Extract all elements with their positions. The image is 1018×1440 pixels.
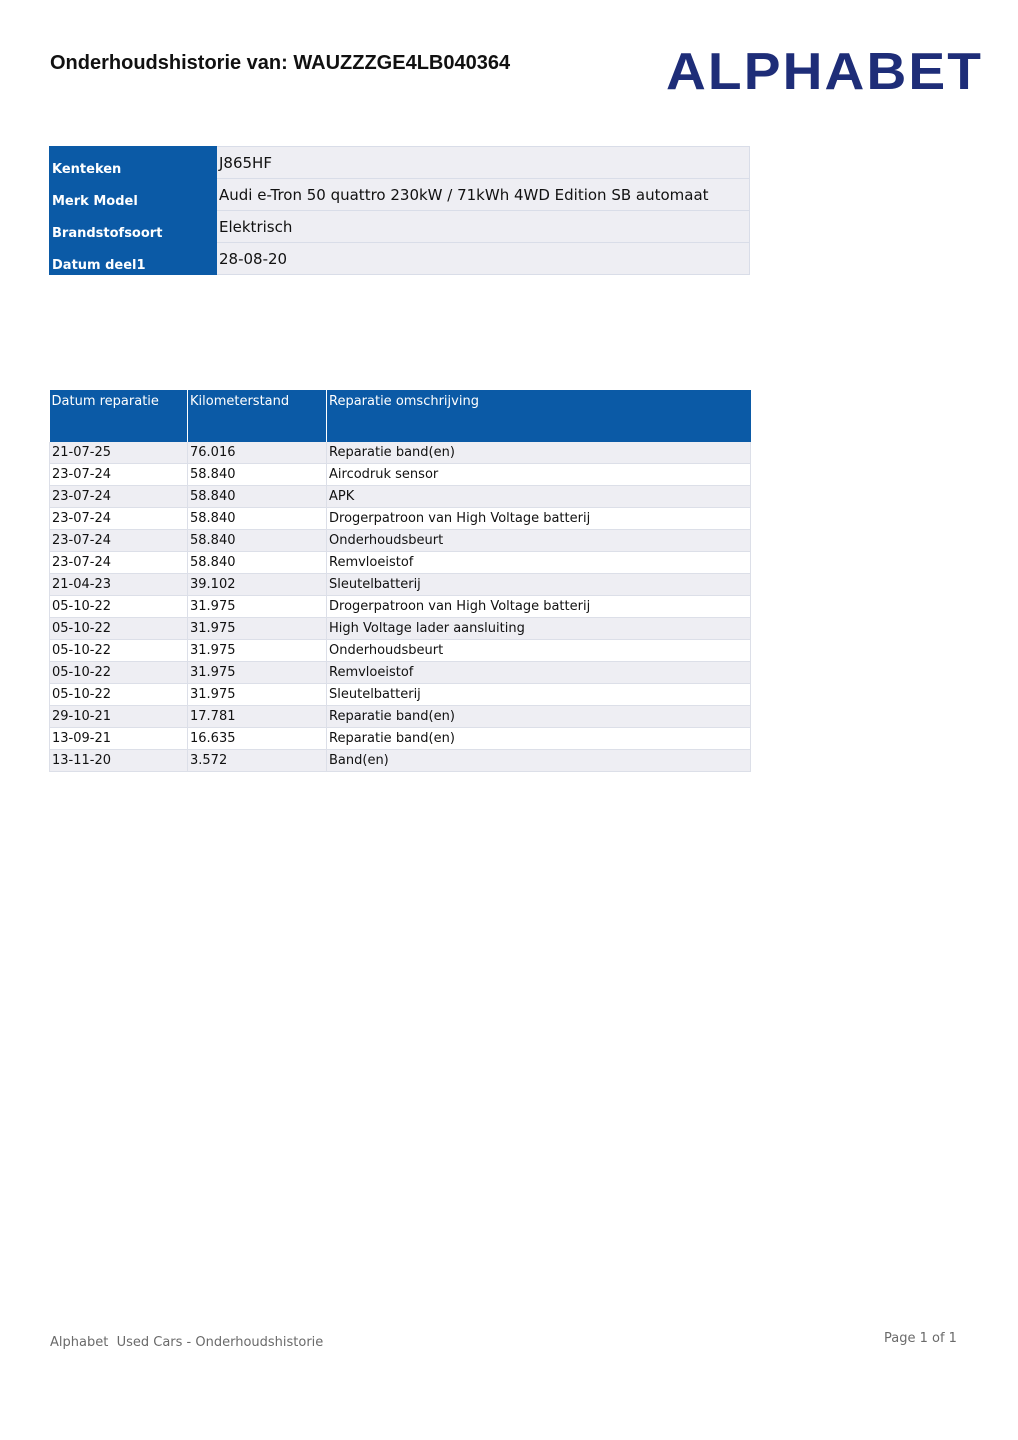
repair-description-cell: Reparatie band(en) bbox=[327, 442, 751, 464]
repair-history-header-row bbox=[50, 390, 751, 442]
table-row bbox=[50, 442, 751, 464]
repair-description-cell: APK bbox=[327, 486, 751, 508]
repair-description-cell: Reparatie band(en) bbox=[327, 728, 751, 750]
mileage-cell: 76.016 bbox=[188, 442, 327, 464]
table-row bbox=[50, 706, 751, 728]
table-row bbox=[50, 530, 751, 552]
table-row bbox=[50, 574, 751, 596]
column-header-description: Reparatie omschrijving bbox=[327, 390, 751, 442]
table-row bbox=[50, 508, 751, 530]
vehicle-info-label: Brandstofsoort bbox=[50, 211, 217, 243]
repair-history-table bbox=[49, 390, 751, 772]
vehicle-info-value: Audi e-Tron 50 quattro 230kW / 71kWh 4WD Edition SB automaat bbox=[217, 179, 750, 211]
repair-description-cell: Drogerpatroon van High Voltage batterij bbox=[327, 596, 751, 618]
mileage-cell: 17.781 bbox=[188, 706, 327, 728]
repair-date-cell: 23-07-24 bbox=[50, 508, 188, 530]
mileage-cell: 58.840 bbox=[188, 552, 327, 574]
page-title: Onderhoudshistorie van: WAUZZZGE4LB040364 bbox=[50, 52, 511, 74]
repair-date-cell: 05-10-22 bbox=[50, 618, 188, 640]
vehicle-info-row bbox=[50, 147, 750, 179]
vehicle-info-table bbox=[49, 146, 750, 275]
table-row bbox=[50, 464, 751, 486]
vehicle-info-value: 28-08-20 bbox=[217, 243, 750, 275]
mileage-cell: 31.975 bbox=[188, 662, 327, 684]
repair-description-cell: Onderhoudsbeurt bbox=[327, 530, 751, 552]
repair-description-cell: Reparatie band(en) bbox=[327, 706, 751, 728]
repair-date-cell: 23-07-24 bbox=[50, 552, 188, 574]
mileage-cell: 16.635 bbox=[188, 728, 327, 750]
repair-date-cell: 05-10-22 bbox=[50, 596, 188, 618]
repair-description-cell: Remvloeistof bbox=[327, 662, 751, 684]
repair-date-cell: 05-10-22 bbox=[50, 640, 188, 662]
repair-description-cell: Sleutelbatterij bbox=[327, 574, 751, 596]
vehicle-info-value: Elektrisch bbox=[217, 211, 750, 243]
repair-description-cell: Aircodruk sensor bbox=[327, 464, 751, 486]
table-row bbox=[50, 662, 751, 684]
alphabet-logo: ALPHABET bbox=[666, 43, 984, 101]
mileage-cell: 31.975 bbox=[188, 684, 327, 706]
table-row bbox=[50, 684, 751, 706]
mileage-cell: 58.840 bbox=[188, 530, 327, 552]
repair-description-cell: Drogerpatroon van High Voltage batterij bbox=[327, 508, 751, 530]
mileage-cell: 58.840 bbox=[188, 464, 327, 486]
vehicle-info-value: J865HF bbox=[217, 147, 750, 179]
repair-date-cell: 05-10-22 bbox=[50, 684, 188, 706]
table-row bbox=[50, 552, 751, 574]
vehicle-info-row bbox=[50, 179, 750, 211]
column-header-mileage: Kilometerstand bbox=[188, 390, 327, 442]
mileage-cell: 31.975 bbox=[188, 640, 327, 662]
vehicle-info-label: Merk Model bbox=[50, 179, 217, 211]
repair-date-cell: 23-07-24 bbox=[50, 464, 188, 486]
table-row bbox=[50, 640, 751, 662]
repair-description-cell: High Voltage lader aansluiting bbox=[327, 618, 751, 640]
mileage-cell: 31.975 bbox=[188, 618, 327, 640]
repair-date-cell: 13-09-21 bbox=[50, 728, 188, 750]
repair-date-cell: 23-07-24 bbox=[50, 486, 188, 508]
table-row bbox=[50, 486, 751, 508]
mileage-cell: 58.840 bbox=[188, 508, 327, 530]
mileage-cell: 31.975 bbox=[188, 596, 327, 618]
table-row bbox=[50, 596, 751, 618]
mileage-cell: 58.840 bbox=[188, 486, 327, 508]
repair-date-cell: 23-07-24 bbox=[50, 530, 188, 552]
footer-page-number: Page 1 of 1 bbox=[884, 1331, 957, 1346]
repair-date-cell: 05-10-22 bbox=[50, 662, 188, 684]
repair-date-cell: 29-10-21 bbox=[50, 706, 188, 728]
vehicle-info-row bbox=[50, 243, 750, 275]
table-row bbox=[50, 618, 751, 640]
vehicle-info-label: Datum deel1 bbox=[50, 243, 217, 275]
repair-description-cell: Sleutelbatterij bbox=[327, 684, 751, 706]
footer-document-name: Alphabet Used Cars - Onderhoudshistorie bbox=[50, 1335, 324, 1350]
table-row bbox=[50, 750, 751, 772]
repair-date-cell: 21-07-25 bbox=[50, 442, 188, 464]
table-row bbox=[50, 728, 751, 750]
vehicle-info-label: Kenteken bbox=[50, 147, 217, 179]
vehicle-info-row bbox=[50, 211, 750, 243]
mileage-cell: 3.572 bbox=[188, 750, 327, 772]
column-header-date: Datum reparatie bbox=[50, 390, 188, 442]
repair-description-cell: Remvloeistof bbox=[327, 552, 751, 574]
repair-date-cell: 13-11-20 bbox=[50, 750, 188, 772]
repair-description-cell: Band(en) bbox=[327, 750, 751, 772]
mileage-cell: 39.102 bbox=[188, 574, 327, 596]
repair-description-cell: Onderhoudsbeurt bbox=[327, 640, 751, 662]
repair-date-cell: 21-04-23 bbox=[50, 574, 188, 596]
